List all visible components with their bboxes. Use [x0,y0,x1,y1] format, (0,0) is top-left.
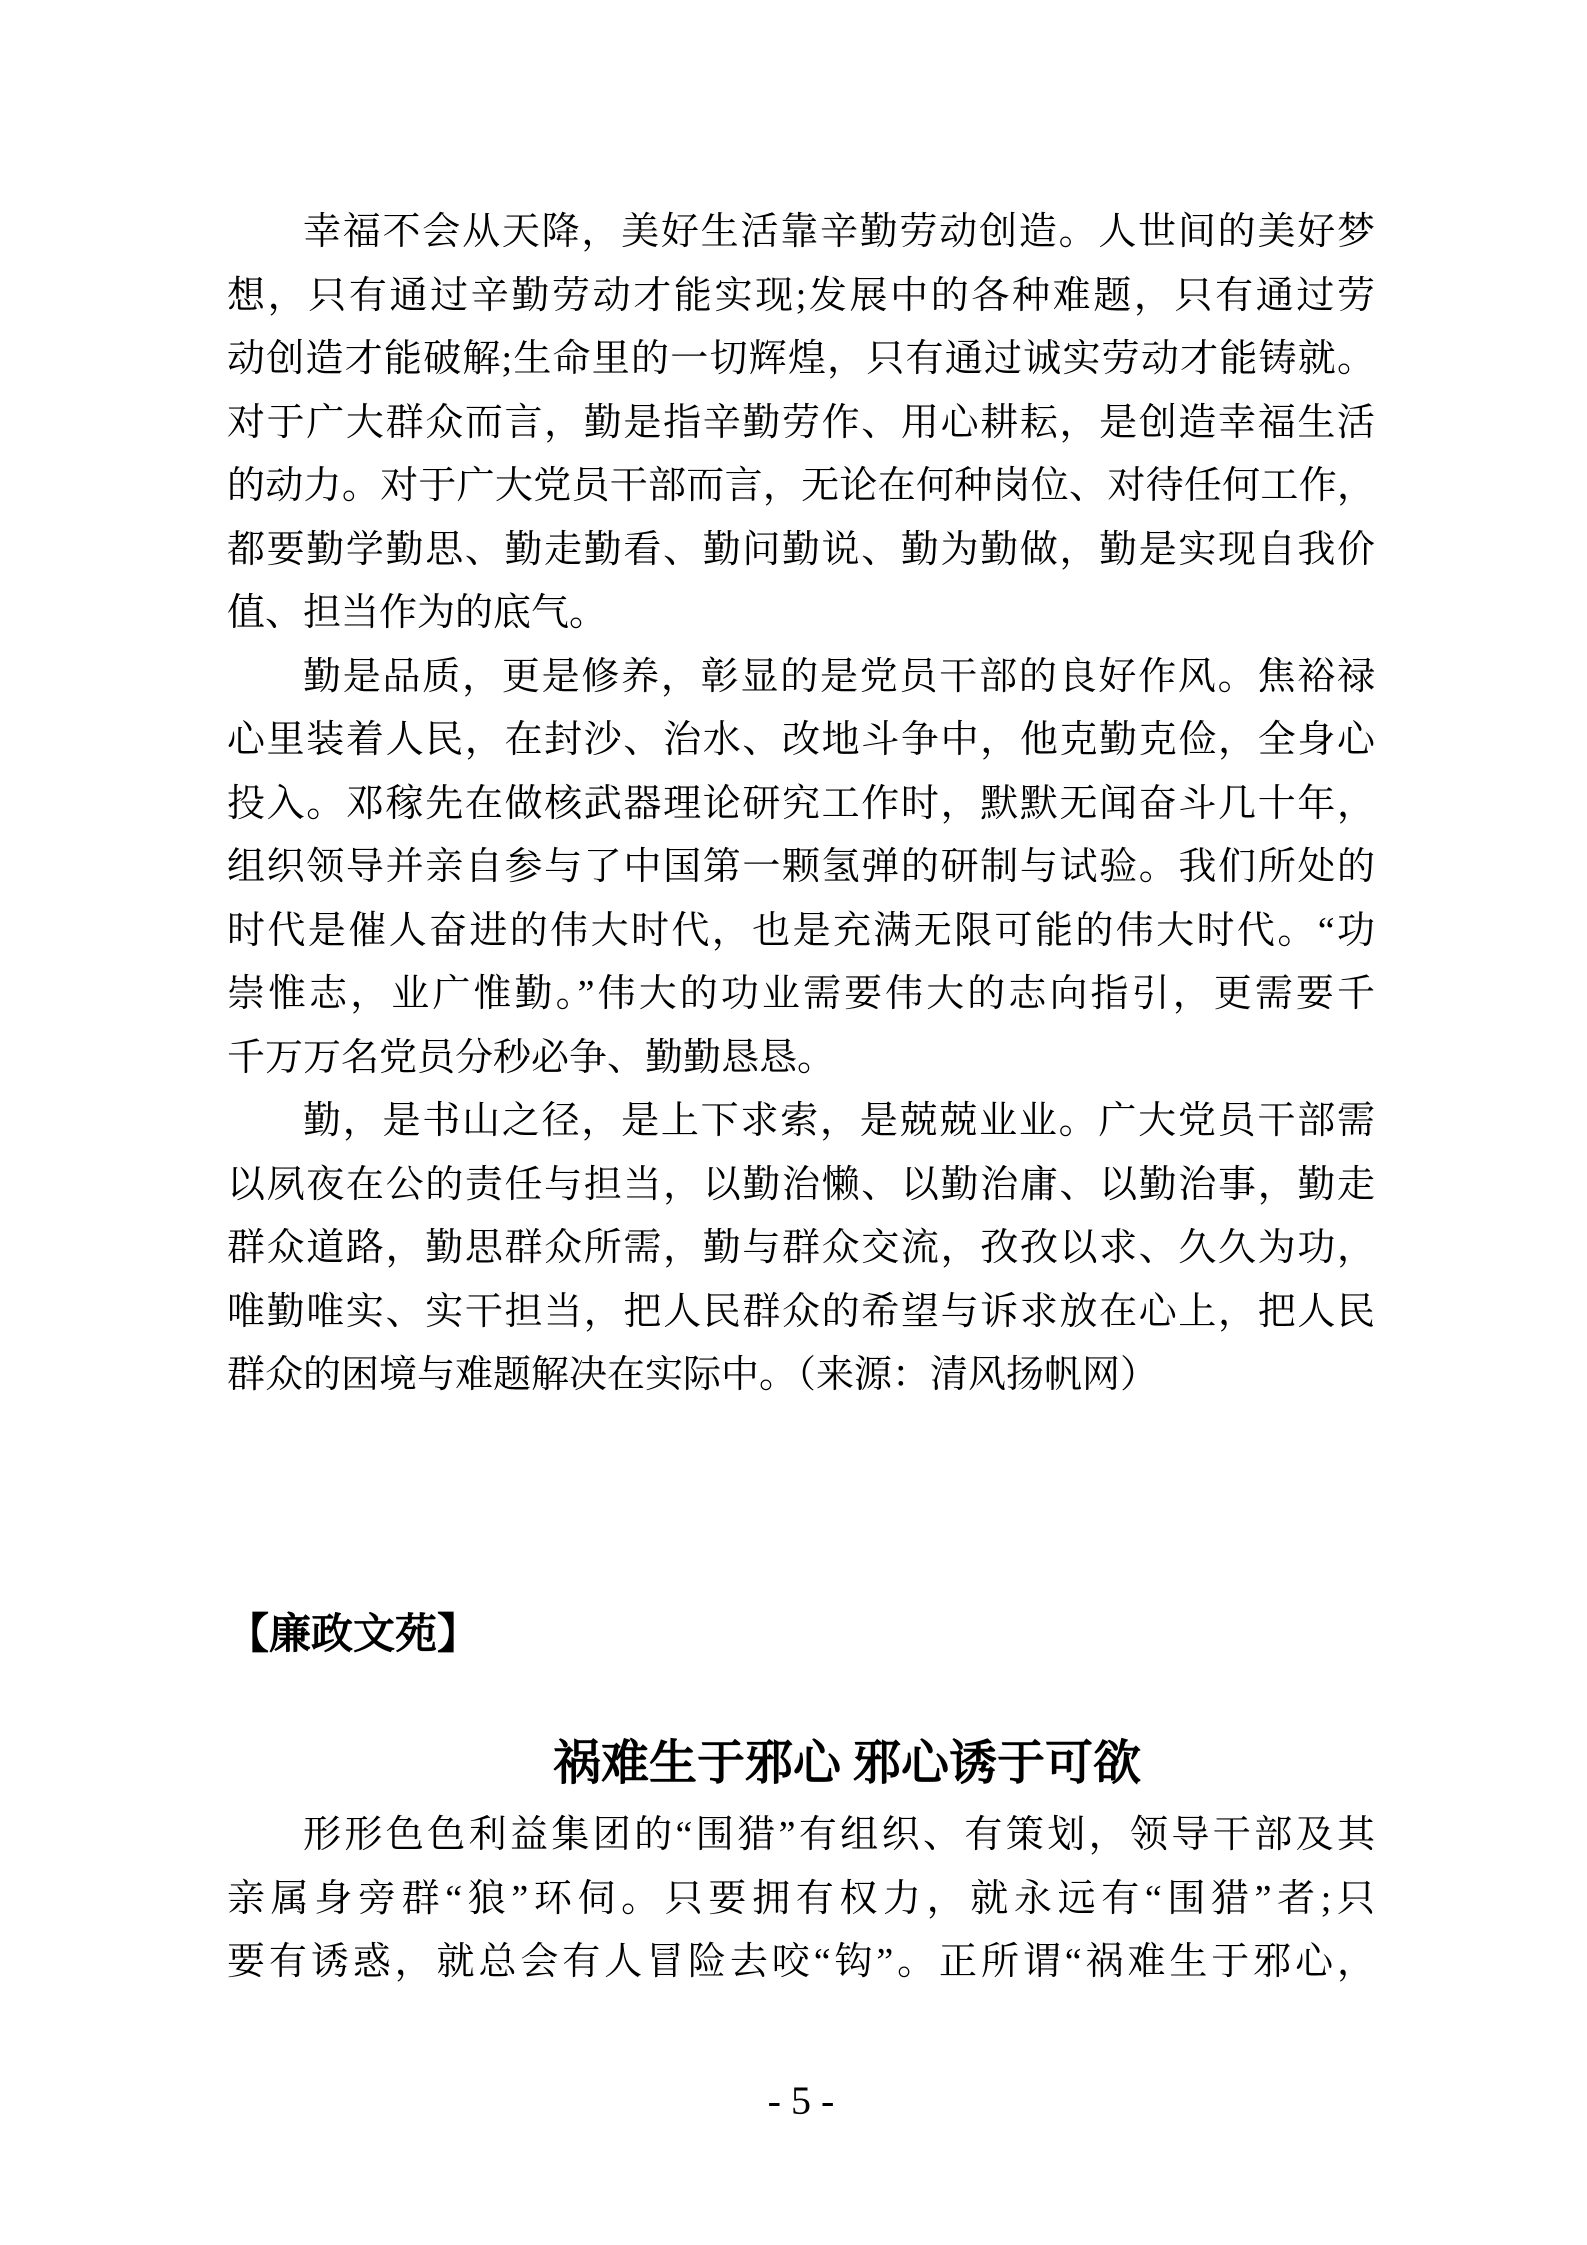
text-line: 勤，是书山之径，是上下求索，是兢兢业业。广大党员干部需 [303,1100,1375,1142]
text-line: 的动力。对于广大党员干部而言，无论在何种岗位、对待任何工作， [227,465,1375,507]
text-line: 想，只有通过辛勤劳动才能实现;发展中的各种难题，只有通过劳 [227,274,1375,317]
text-line: 值、担当作为的底气。 [227,592,608,634]
document-content [227,201,1375,1995]
text-line: 群众的困境与难题解决在实际中。（来源：清风扬帆网） [227,1354,1159,1396]
text-line: 形形色色利益集团的“围猎”有组织、有策划，领导干部及其 [303,1814,1375,1856]
paragraph [227,201,1375,646]
text-line: 投入。邓稼先在做核武器理论研究工作时，默默无闻奋斗几十年， [227,782,1375,825]
page-number: - 5 - [767,2078,835,2123]
text-line: 对于广大群众而言，勤是指辛勤劳作、用心耕耘，是创造幸福生活 [227,401,1375,444]
paragraph [227,1804,1375,1995]
text-line: 组织领导并亲自参与了中国第一颗氢弹的研制与试验。我们所处的 [227,846,1375,888]
text-line: 以夙夜在公的责任与担当，以勤治懒、以勤治庸、以勤治事，勤走 [227,1163,1375,1206]
text-line: 心里装着人民，在封沙、治水、改地斗争中，他克勤克俭，全身心 [227,719,1375,761]
text-line: 群众道路，勤思群众所需，勤与群众交流，孜孜以求、久久为功， [227,1227,1375,1269]
text-line: 亲属身旁群“狼”环伺。只要拥有权力，就永远有“围猎”者;只 [227,1877,1375,1920]
text-line: 千万万名党员分秒必争、勤勤恳恳。 [227,1036,836,1079]
text-line: 时代是催人奋进的伟大时代，也是充满无限可能的伟大时代。“功 [227,909,1375,952]
text-line: 动创造才能破解;生命里的一切辉煌，只有通过诚实劳动才能铸就。 [227,338,1375,380]
text-line: 要有诱惑，就总会有人冒险去咬“钩”。正所谓“祸难生于邪心， [227,1941,1375,1983]
text-line: 都要勤学勤思、勤走勤看、勤问勤说、勤为勤做，勤是实现自我价 [227,528,1375,571]
text-line: 崇惟志，业广惟勤。”伟大的功业需要伟大的志向指引，更需要千 [227,973,1375,1015]
text-line: 唯勤唯实、实干担当，把人民群众的希望与诉求放在心上，把人民 [227,1290,1375,1333]
paragraph [227,1090,1375,1408]
paragraph [227,646,1375,1091]
article-title: 祸难生于邪心 邪心诱于可欲 [552,1737,1141,1790]
text-line: 幸福不会从天降，美好生活靠辛勤劳动创造。人世间的美好梦 [303,211,1375,253]
text-line: 勤是品质，更是修养，彰显的是党员干部的良好作风。焦裕禄 [303,655,1375,698]
section-label: 【廉政文苑】 [227,1611,480,1658]
